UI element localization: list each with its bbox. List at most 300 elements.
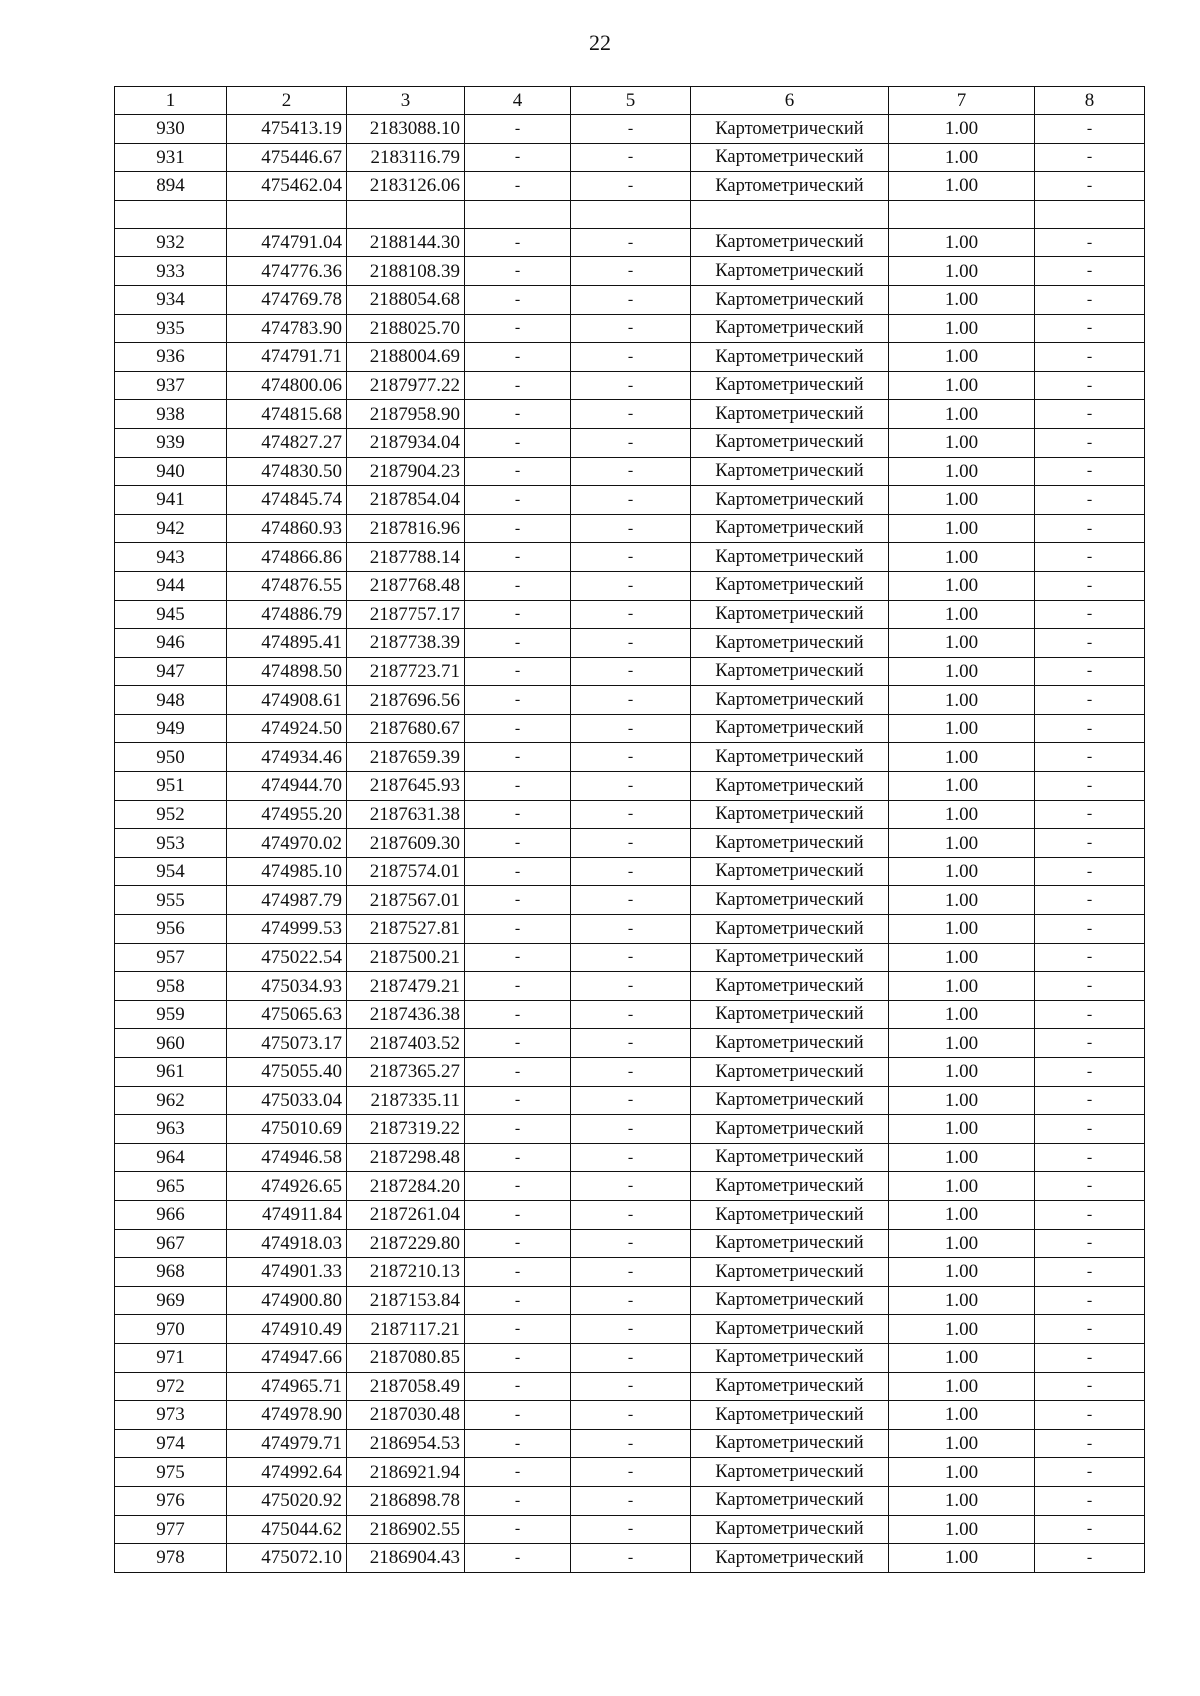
table-row [115, 115, 1145, 144]
empty-cell [691, 200, 889, 228]
column-8-value: - [1035, 1058, 1145, 1087]
method: Картометрический [691, 972, 889, 1001]
table-row [115, 1486, 1145, 1515]
y-coordinate: 2187723.71 [347, 657, 465, 686]
method: Картометрический [691, 115, 889, 144]
point-number: 973 [115, 1401, 227, 1430]
table-row [115, 857, 1145, 886]
x-coordinate: 474965.71 [227, 1372, 347, 1401]
column-5-value: - [571, 1172, 691, 1201]
accuracy: 1.00 [889, 657, 1035, 686]
method: Картометрический [691, 1515, 889, 1544]
column-8-value: - [1035, 657, 1145, 686]
y-coordinate: 2187609.30 [347, 829, 465, 858]
x-coordinate: 474944.70 [227, 772, 347, 801]
point-number: 945 [115, 600, 227, 629]
method: Картометрический [691, 285, 889, 314]
point-number: 943 [115, 543, 227, 572]
x-coordinate: 474987.79 [227, 886, 347, 915]
accuracy: 1.00 [889, 1058, 1035, 1087]
column-4-value: - [465, 943, 571, 972]
method: Картометрический [691, 543, 889, 572]
method: Картометрический [691, 1486, 889, 1515]
column-5-value: - [571, 257, 691, 286]
column-4-value: - [465, 1258, 571, 1287]
x-coordinate: 474800.06 [227, 371, 347, 400]
column-5-value: - [571, 686, 691, 715]
accuracy: 1.00 [889, 1458, 1035, 1487]
method: Картометрический [691, 1229, 889, 1258]
point-number: 963 [115, 1115, 227, 1144]
table-row [115, 1286, 1145, 1315]
method: Картометрический [691, 743, 889, 772]
empty-cell [465, 200, 571, 228]
column-5-value: - [571, 886, 691, 915]
method: Картометрический [691, 1000, 889, 1029]
column-8-value: - [1035, 1429, 1145, 1458]
column-8-value: - [1035, 257, 1145, 286]
x-coordinate: 474970.02 [227, 829, 347, 858]
column-5-value: - [571, 1372, 691, 1401]
column-5-value: - [571, 1343, 691, 1372]
column-5-value: - [571, 172, 691, 201]
column-4-value: - [465, 115, 571, 144]
y-coordinate: 2187757.17 [347, 600, 465, 629]
column-8-value: - [1035, 1115, 1145, 1144]
column-8-value: - [1035, 285, 1145, 314]
method: Картометрический [691, 915, 889, 944]
y-coordinate: 2186921.94 [347, 1458, 465, 1487]
y-coordinate: 2187319.22 [347, 1115, 465, 1144]
column-4-value: - [465, 1486, 571, 1515]
accuracy: 1.00 [889, 1544, 1035, 1573]
y-coordinate: 2186898.78 [347, 1486, 465, 1515]
y-coordinate: 2187335.11 [347, 1086, 465, 1115]
point-number: 964 [115, 1143, 227, 1172]
column-4-value: - [465, 686, 571, 715]
column-4-value: - [465, 314, 571, 343]
point-number: 953 [115, 829, 227, 858]
column-4-value: - [465, 285, 571, 314]
y-coordinate: 2183126.06 [347, 172, 465, 201]
y-coordinate: 2187977.22 [347, 371, 465, 400]
table-row [115, 600, 1145, 629]
column-8-value: - [1035, 772, 1145, 801]
column-4-value: - [465, 571, 571, 600]
method: Картометрический [691, 457, 889, 486]
column-8-value: - [1035, 714, 1145, 743]
column-8-value: - [1035, 743, 1145, 772]
y-coordinate: 2187904.23 [347, 457, 465, 486]
method: Картометрический [691, 314, 889, 343]
table-row [115, 514, 1145, 543]
column-8-value: - [1035, 1372, 1145, 1401]
column-5-value: - [571, 972, 691, 1001]
method: Картометрический [691, 657, 889, 686]
column-5-value: - [571, 1143, 691, 1172]
column-8-value: - [1035, 143, 1145, 172]
y-coordinate: 2188144.30 [347, 228, 465, 257]
column-8-value: - [1035, 1200, 1145, 1229]
column-header-6: 6 [691, 87, 889, 115]
point-number: 966 [115, 1200, 227, 1229]
table-row [115, 143, 1145, 172]
column-5-value: - [571, 772, 691, 801]
x-coordinate: 474900.80 [227, 1286, 347, 1315]
column-8-value: - [1035, 1172, 1145, 1201]
column-4-value: - [465, 1372, 571, 1401]
column-4-value: - [465, 514, 571, 543]
method: Картометрический [691, 600, 889, 629]
y-coordinate: 2187788.14 [347, 543, 465, 572]
method: Картометрический [691, 1143, 889, 1172]
point-number: 975 [115, 1458, 227, 1487]
method: Картометрический [691, 686, 889, 715]
column-5-value: - [571, 400, 691, 429]
column-5-value: - [571, 1486, 691, 1515]
column-8-value: - [1035, 600, 1145, 629]
table-row [115, 686, 1145, 715]
accuracy: 1.00 [889, 1172, 1035, 1201]
column-8-value: - [1035, 543, 1145, 572]
x-coordinate: 474830.50 [227, 457, 347, 486]
table-row [115, 915, 1145, 944]
accuracy: 1.00 [889, 1515, 1035, 1544]
method: Картометрический [691, 1372, 889, 1401]
column-4-value: - [465, 1401, 571, 1430]
x-coordinate: 475034.93 [227, 972, 347, 1001]
column-5-value: - [571, 600, 691, 629]
column-5-value: - [571, 743, 691, 772]
column-5-value: - [571, 314, 691, 343]
x-coordinate: 475033.04 [227, 1086, 347, 1115]
y-coordinate: 2187659.39 [347, 743, 465, 772]
x-coordinate: 474783.90 [227, 314, 347, 343]
column-4-value: - [465, 486, 571, 515]
accuracy: 1.00 [889, 772, 1035, 801]
accuracy: 1.00 [889, 600, 1035, 629]
empty-cell [571, 200, 691, 228]
accuracy: 1.00 [889, 943, 1035, 972]
point-number: 956 [115, 915, 227, 944]
method: Картометрический [691, 1058, 889, 1087]
table-row [115, 1515, 1145, 1544]
column-8-value: - [1035, 1515, 1145, 1544]
point-number: 948 [115, 686, 227, 715]
column-4-value: - [465, 657, 571, 686]
accuracy: 1.00 [889, 1000, 1035, 1029]
accuracy: 1.00 [889, 629, 1035, 658]
accuracy: 1.00 [889, 743, 1035, 772]
column-header-8: 8 [1035, 87, 1145, 115]
column-4-value: - [465, 772, 571, 801]
column-5-value: - [571, 285, 691, 314]
table-row [115, 943, 1145, 972]
y-coordinate: 2187567.01 [347, 886, 465, 915]
column-5-value: - [571, 1544, 691, 1573]
method: Картометрический [691, 343, 889, 372]
column-4-value: - [465, 1343, 571, 1372]
separator-row [115, 200, 1145, 228]
y-coordinate: 2187645.93 [347, 772, 465, 801]
column-8-value: - [1035, 857, 1145, 886]
column-8-value: - [1035, 115, 1145, 144]
accuracy: 1.00 [889, 915, 1035, 944]
y-coordinate: 2187574.01 [347, 857, 465, 886]
accuracy: 1.00 [889, 1429, 1035, 1458]
accuracy: 1.00 [889, 314, 1035, 343]
x-coordinate: 474776.36 [227, 257, 347, 286]
method: Картометрический [691, 400, 889, 429]
table-row [115, 1229, 1145, 1258]
point-number: 960 [115, 1029, 227, 1058]
column-8-value: - [1035, 1286, 1145, 1315]
column-5-value: - [571, 1401, 691, 1430]
column-8-value: - [1035, 1343, 1145, 1372]
column-4-value: - [465, 257, 571, 286]
point-number: 954 [115, 857, 227, 886]
column-5-value: - [571, 657, 691, 686]
y-coordinate: 2187298.48 [347, 1143, 465, 1172]
accuracy: 1.00 [889, 1401, 1035, 1430]
y-coordinate: 2187854.04 [347, 486, 465, 515]
column-5-value: - [571, 1258, 691, 1287]
x-coordinate: 474911.84 [227, 1200, 347, 1229]
x-coordinate: 474918.03 [227, 1229, 347, 1258]
column-8-value: - [1035, 457, 1145, 486]
column-4-value: - [465, 343, 571, 372]
column-5-value: - [571, 343, 691, 372]
method: Картометрический [691, 257, 889, 286]
column-8-value: - [1035, 571, 1145, 600]
accuracy: 1.00 [889, 800, 1035, 829]
table-row [115, 543, 1145, 572]
column-4-value: - [465, 886, 571, 915]
x-coordinate: 475413.19 [227, 115, 347, 144]
column-4-value: - [465, 1115, 571, 1144]
point-number: 936 [115, 343, 227, 372]
table-row [115, 486, 1145, 515]
column-8-value: - [1035, 686, 1145, 715]
column-8-value: - [1035, 1401, 1145, 1430]
column-5-value: - [571, 1200, 691, 1229]
x-coordinate: 474908.61 [227, 686, 347, 715]
method: Картометрический [691, 228, 889, 257]
column-8-value: - [1035, 629, 1145, 658]
accuracy: 1.00 [889, 1200, 1035, 1229]
column-8-value: - [1035, 1000, 1145, 1029]
method: Картометрический [691, 943, 889, 972]
column-4-value: - [465, 1315, 571, 1344]
y-coordinate: 2187058.49 [347, 1372, 465, 1401]
method: Картометрический [691, 1086, 889, 1115]
y-coordinate: 2187680.67 [347, 714, 465, 743]
column-8-value: - [1035, 314, 1145, 343]
table-row [115, 228, 1145, 257]
accuracy: 1.00 [889, 285, 1035, 314]
column-5-value: - [571, 943, 691, 972]
column-5-value: - [571, 1515, 691, 1544]
column-4-value: - [465, 1458, 571, 1487]
point-number: 978 [115, 1544, 227, 1573]
point-number: 968 [115, 1258, 227, 1287]
column-4-value: - [465, 857, 571, 886]
y-coordinate: 2187284.20 [347, 1172, 465, 1201]
column-5-value: - [571, 1429, 691, 1458]
table-row [115, 714, 1145, 743]
method: Картометрический [691, 143, 889, 172]
column-8-value: - [1035, 829, 1145, 858]
point-number: 930 [115, 115, 227, 144]
column-4-value: - [465, 1029, 571, 1058]
column-4-value: - [465, 1200, 571, 1229]
point-number: 967 [115, 1229, 227, 1258]
accuracy: 1.00 [889, 1143, 1035, 1172]
point-number: 951 [115, 772, 227, 801]
accuracy: 1.00 [889, 371, 1035, 400]
y-coordinate: 2187527.81 [347, 915, 465, 944]
accuracy: 1.00 [889, 686, 1035, 715]
y-coordinate: 2187229.80 [347, 1229, 465, 1258]
column-8-value: - [1035, 343, 1145, 372]
column-4-value: - [465, 915, 571, 944]
table-row [115, 1172, 1145, 1201]
x-coordinate: 474886.79 [227, 600, 347, 629]
table-row [115, 1258, 1145, 1287]
column-8-value: - [1035, 1086, 1145, 1115]
column-5-value: - [571, 1115, 691, 1144]
column-header-5: 5 [571, 87, 691, 115]
x-coordinate: 474827.27 [227, 428, 347, 457]
column-4-value: - [465, 972, 571, 1001]
table-row [115, 1458, 1145, 1487]
column-5-value: - [571, 228, 691, 257]
method: Картометрический [691, 1458, 889, 1487]
y-coordinate: 2183088.10 [347, 115, 465, 144]
accuracy: 1.00 [889, 343, 1035, 372]
y-coordinate: 2183116.79 [347, 143, 465, 172]
x-coordinate: 475044.62 [227, 1515, 347, 1544]
method: Картометрический [691, 800, 889, 829]
point-number: 955 [115, 886, 227, 915]
column-4-value: - [465, 1086, 571, 1115]
column-header-2: 2 [227, 87, 347, 115]
table-row [115, 1029, 1145, 1058]
x-coordinate: 474947.66 [227, 1343, 347, 1372]
x-coordinate: 474955.20 [227, 800, 347, 829]
column-8-value: - [1035, 228, 1145, 257]
column-8-value: - [1035, 1258, 1145, 1287]
method: Картометрический [691, 1115, 889, 1144]
point-number: 940 [115, 457, 227, 486]
x-coordinate: 474791.71 [227, 343, 347, 372]
method: Картометрический [691, 428, 889, 457]
table-row [115, 743, 1145, 772]
y-coordinate: 2186954.53 [347, 1429, 465, 1458]
point-number: 970 [115, 1315, 227, 1344]
point-number: 965 [115, 1172, 227, 1201]
accuracy: 1.00 [889, 172, 1035, 201]
y-coordinate: 2187816.96 [347, 514, 465, 543]
table-row [115, 829, 1145, 858]
table-row [115, 1544, 1145, 1573]
column-5-value: - [571, 115, 691, 144]
accuracy: 1.00 [889, 1486, 1035, 1515]
column-8-value: - [1035, 943, 1145, 972]
empty-cell [115, 200, 227, 228]
method: Картометрический [691, 486, 889, 515]
y-coordinate: 2187210.13 [347, 1258, 465, 1287]
column-8-value: - [1035, 514, 1145, 543]
table-row [115, 314, 1145, 343]
column-5-value: - [571, 543, 691, 572]
y-coordinate: 2187365.27 [347, 1058, 465, 1087]
point-number: 933 [115, 257, 227, 286]
column-8-value: - [1035, 428, 1145, 457]
table-row [115, 257, 1145, 286]
column-8-value: - [1035, 972, 1145, 1001]
accuracy: 1.00 [889, 886, 1035, 915]
method: Картометрический [691, 514, 889, 543]
table-row [115, 1143, 1145, 1172]
point-number: 937 [115, 371, 227, 400]
accuracy: 1.00 [889, 1372, 1035, 1401]
column-5-value: - [571, 1000, 691, 1029]
table-row [115, 1115, 1145, 1144]
column-8-value: - [1035, 1458, 1145, 1487]
table-row [115, 371, 1145, 400]
column-5-value: - [571, 1086, 691, 1115]
column-4-value: - [465, 800, 571, 829]
accuracy: 1.00 [889, 1086, 1035, 1115]
column-8-value: - [1035, 1229, 1145, 1258]
y-coordinate: 2187080.85 [347, 1343, 465, 1372]
y-coordinate: 2187696.56 [347, 686, 465, 715]
point-number: 941 [115, 486, 227, 515]
column-4-value: - [465, 629, 571, 658]
accuracy: 1.00 [889, 457, 1035, 486]
column-4-value: - [465, 143, 571, 172]
x-coordinate: 474901.33 [227, 1258, 347, 1287]
table-row [115, 772, 1145, 801]
point-number: 938 [115, 400, 227, 429]
accuracy: 1.00 [889, 543, 1035, 572]
table-row [115, 800, 1145, 829]
column-5-value: - [571, 800, 691, 829]
x-coordinate: 474866.86 [227, 543, 347, 572]
x-coordinate: 474769.78 [227, 285, 347, 314]
x-coordinate: 474926.65 [227, 1172, 347, 1201]
method: Картометрический [691, 829, 889, 858]
y-coordinate: 2187768.48 [347, 571, 465, 600]
column-8-value: - [1035, 886, 1145, 915]
y-coordinate: 2187261.04 [347, 1200, 465, 1229]
y-coordinate: 2187436.38 [347, 1000, 465, 1029]
y-coordinate: 2188004.69 [347, 343, 465, 372]
column-header-1: 1 [115, 87, 227, 115]
coordinates-table [114, 86, 1145, 1573]
column-5-value: - [571, 457, 691, 486]
column-4-value: - [465, 1544, 571, 1573]
accuracy: 1.00 [889, 228, 1035, 257]
column-8-value: - [1035, 486, 1145, 515]
y-coordinate: 2187030.48 [347, 1401, 465, 1430]
y-coordinate: 2187153.84 [347, 1286, 465, 1315]
x-coordinate: 474860.93 [227, 514, 347, 543]
y-coordinate: 2188054.68 [347, 285, 465, 314]
column-8-value: - [1035, 371, 1145, 400]
x-coordinate: 474999.53 [227, 915, 347, 944]
